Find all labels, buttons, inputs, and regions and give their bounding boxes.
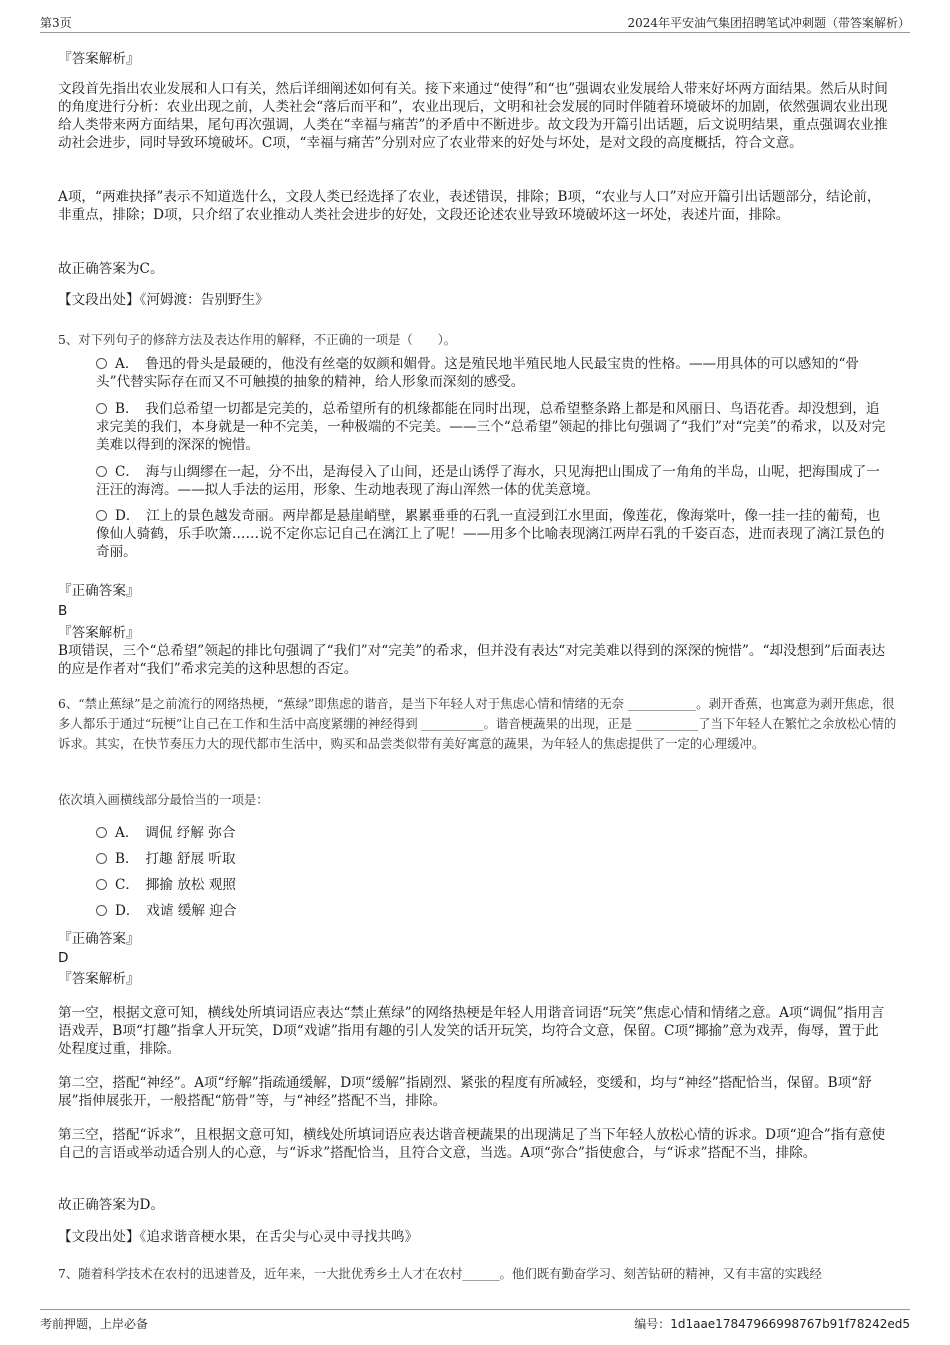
- document-code: [634, 1315, 910, 1333]
- q4-analysis-label: 『答案解析』: [58, 51, 140, 67]
- radio-icon[interactable]: [96, 403, 107, 414]
- q5-option-b-text: B． 我们总希望一切都是完美的，总希望所有的机缘都能在同时出现，总希望整条路上都是和风丽日、鸟语花香。却没想到，追求完美的我们，本身就是一种不完美，一种极端的不完美。——三个“总希望”领起的排比句强调了“我们”对“完美”的希求，以及对完美难以得到的深深的惋惜。: [96, 401, 886, 453]
- radio-icon[interactable]: [96, 879, 107, 890]
- q5-option-a-text: A． 鲁迅的骨头是最硬的，他没有丝毫的奴颜和媚骨。这是殖民地半殖民地人民最宝贵的性格。——用具体的可以感知的“骨头”代替实际存在而又不可触摸的抽象的精神，给人形象而深刻的感受。: [96, 356, 860, 390]
- q5-analysis: B项错误，三个“总希望”领起的排比句强调了“我们”对“完美”的希求，但并没有表达“对完美难以得到的深深的惋惜”。“却没想到”后面表达的应是作者对“我们”希求完美的这种思想的否定。: [58, 643, 886, 677]
- q6-option-b-text: B． 打趣 舒展 听取: [115, 851, 236, 867]
- q7-stem: 7、随着科学技术在农村的迅速普及，近年来，一大批优秀乡土人才在农村______。他们既有勤奋学习、刻苦钻研的精神，又有丰富的实践经: [58, 1266, 822, 1281]
- q6-analysis-label: 『答案解析』: [58, 971, 140, 987]
- q6-option-d[interactable]: [96, 902, 890, 920]
- q6-answer-statement: 故正确答案为D。: [58, 1197, 165, 1213]
- radio-icon[interactable]: [96, 827, 107, 838]
- radio-icon[interactable]: [96, 358, 107, 369]
- q4-analysis-paragraph-2: A项，“两难抉择”表示不知道选什么，文段人类已经选择了农业，表述错误，排除；B项，“农业与人口”对应开篇引出话题部分，结论前，非重点，排除；D项，只介绍了农业推动人类社会进步的好处，文段还论述农业导致环境破坏这一坏处，表述片面，排除。: [58, 189, 881, 223]
- document-code-value: 1d1aae17847966998767b91f78242ed5: [670, 1317, 910, 1331]
- q5-option-a[interactable]: [96, 355, 890, 391]
- q6-correct-label: 『正确答案』: [58, 931, 140, 947]
- q6-option-a-text: A． 调侃 纾解 弥合: [115, 825, 236, 841]
- q6-stem: 6、“禁止蕉绿”是之前流行的网络热梗，“蕉绿”即焦虑的谐音，是当下年轻人对于焦虑心情和情绪的无奈 ___________。剥开香蕉，也寓意为剥开焦虑，很多人都乐于通过“玩梗”让自己在工作和生活中高度紧绷的神经得到 __________。谐音梗蔬果的出现，正是 __________了当下年轻人在繁忙之余放松心情的诉求。其实，在快节奏压力大的现代都市生活中，购买和品尝类似带有美好寓意的蔬果，为年轻人的焦虑提供了一定的心理缓冲。: [58, 696, 897, 751]
- q5-option-c[interactable]: [96, 463, 890, 499]
- q6-option-c-text: C． 揶揄 放松 观照: [115, 877, 236, 893]
- q4-answer-statement: 故正确答案为C。: [58, 261, 164, 277]
- page-footer: [40, 1309, 910, 1334]
- q5-option-d[interactable]: [96, 507, 890, 561]
- q5-option-d-text: D． 江上的景色越发奇丽。两岸都是悬崖峭壁，累累垂垂的石乳一直浸到江水里面，像莲花，像海棠叶，像一挂一挂的葡萄，也像仙人骑鹤，乐手吹箫……说不定你忘记自己在漓江上了呢！——用多个比喻表现漓江两岸石乳的千姿百态，进而表现了漓江景色的奇丽。: [96, 508, 885, 560]
- q4-source: 【文段出处】《河姆渡：告别野生》: [58, 292, 269, 308]
- q6-option-d-text: D． 戏谑 缓解 迎合: [115, 903, 237, 919]
- q6-analysis-paragraph-1: 第一空，根据文意可知，横线处所填词语应表达“禁止蕉绿”的网络热梗是年轻人用谐音词语“玩笑”焦虑心情和情绪之意。A项“调侃”指用言语戏弄，B项“打趣”指拿人开玩笑，D项“戏谑”指用有趣的引人发笑的话开玩笑，均符合文意，保留。C项“揶揄”意为戏弄，侮辱，置于此处程度过重，排除。: [58, 1005, 885, 1057]
- q5-correct-answer: B: [58, 603, 68, 619]
- q6-source: 【文段出处】《追求谐音梗水果，在舌尖与心灵中寻找共鸣》: [58, 1229, 419, 1245]
- q5-analysis-label: 『答案解析』: [58, 625, 140, 641]
- q5-option-c-text: C． 海与山绸缪在一起，分不出，是海侵入了山间，还是山诱俘了海水，只见海把山围成了一角角的半岛，山呢，把海围成了一汪汪的海湾。——拟人手法的运用，形象、生动地表现了海山浑然一体的优美意境。: [96, 464, 880, 498]
- footer-slogan: 考前押题，上岸必备: [40, 1317, 149, 1331]
- q6-option-a[interactable]: [96, 824, 890, 842]
- q6-option-b[interactable]: [96, 850, 890, 868]
- q6-option-c[interactable]: [96, 876, 890, 894]
- q5-option-b[interactable]: [96, 400, 890, 454]
- document-code-label: 编号：: [634, 1317, 671, 1331]
- q4-analysis-paragraph-1: 文段首先指出农业发展和人口有关，然后详细阐述如何有关。接下来通过“使得”和“也”强调农业发展给人带来好坏两方面结果。然后从时间的角度进行分析：农业出现之前，人类社会“落后而平和”，农业出现后，文明和社会发展的同时伴随着环境破坏的加剧，依然强调农业出现给人类带来两方面结果，尾句再次强调，人类在“幸福与痛苦”的矛盾中不断进步。故文段为开篇引出话题，后文说明结果，重点强调农业推动社会进步，同时导致环境破坏。C项，“幸福与痛苦”分别对应了农业带来的好处与坏处，是对文段的高度概括，符合文意。: [58, 81, 888, 151]
- q5-stem: 5、对下列句子的修辞方法及表达作用的解释，不正确的一项是（ ）。: [58, 332, 457, 347]
- radio-icon[interactable]: [96, 905, 107, 916]
- q6-correct-answer: D: [58, 950, 69, 966]
- q6-prompt: 依次填入画横线部分最恰当的一项是：: [58, 792, 269, 807]
- document-title: 2024年平安油气集团招聘笔试冲刺题（带答案解析）: [627, 16, 910, 30]
- radio-icon[interactable]: [96, 466, 107, 477]
- page-header: [40, 12, 910, 33]
- q6-analysis-paragraph-3: 第三空，搭配“诉求”，且根据文意可知，横线处所填词语应表达谐音梗蔬果的出现满足了当下年轻人放松心情的诉求。D项“迎合”指有意使自己的言语或举动适合别人的心意，与“诉求”搭配恰当，且符合文意，当选。A项“弥合”指使愈合，与“诉求”搭配不当，排除。: [58, 1127, 886, 1161]
- q5-correct-label: 『正确答案』: [58, 583, 140, 599]
- radio-icon[interactable]: [96, 853, 107, 864]
- q6-analysis-paragraph-2: 第二空，搭配“神经”。A项“纾解”指疏通缓解，D项“缓解”指剧烈、紧张的程度有所减轻，变缓和，均与“神经”搭配恰当，保留。B项“舒展”指伸展张开，一般搭配“筋骨”等，与“神经”搭配不当，排除。: [58, 1075, 872, 1109]
- page-number: 第3页: [40, 16, 72, 30]
- radio-icon[interactable]: [96, 510, 107, 521]
